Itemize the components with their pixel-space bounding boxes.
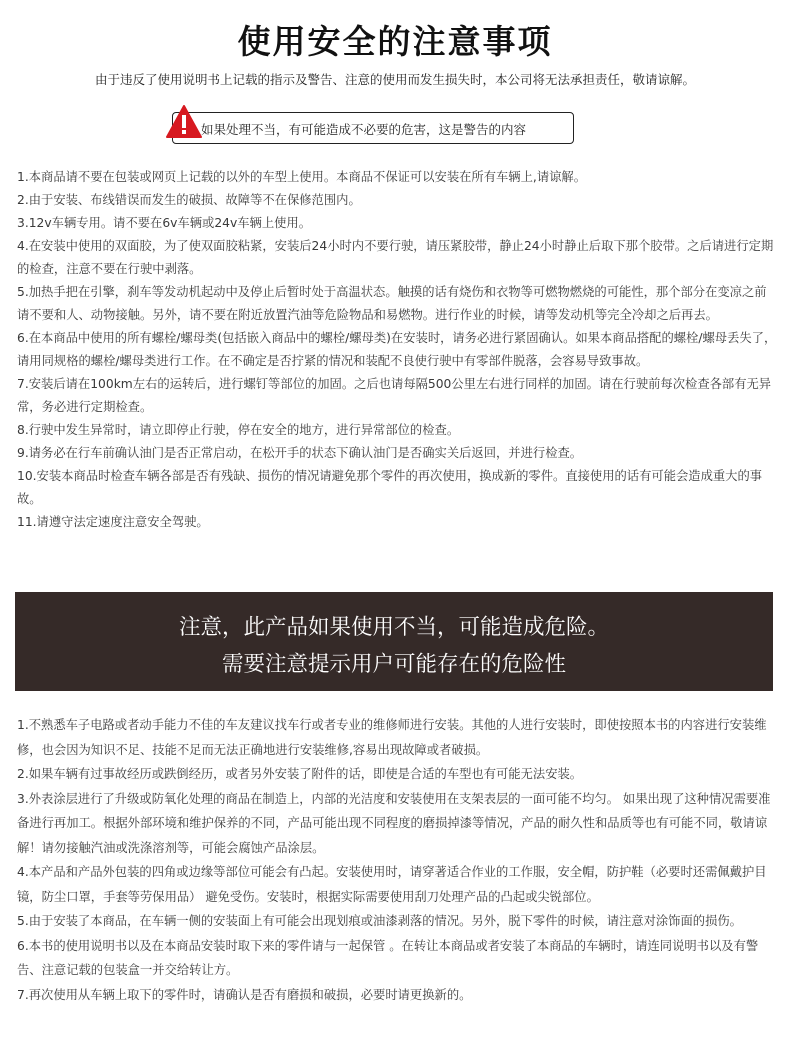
list-item: 10.安装本商品时检查车辆各部是否有残缺、损伤的情况请避免那个零件的再次使用，换成新的零件。直接使用的话有可能会造成重大的事故。 bbox=[17, 469, 763, 506]
list-item: 7.安装后请在100km左右的运转后，进行螺钉等部位的加固。之后也请每隔500公里左右进行同样的加固。请在行驶前每次检查各部有无异常，务必进行定期检查。 bbox=[17, 377, 772, 414]
list-item: 11.请遵守法定速度注意安全驾驶。 bbox=[17, 515, 209, 529]
list-item: 7.再次使用从车辆上取下的零件时，请确认是否有磨损和破损，必要时请更换新的。 bbox=[17, 987, 472, 1002]
list-item: 8.行驶中发生异常时，请立即停止行驶，停在安全的地方，进行异常部位的检查。 bbox=[17, 423, 460, 437]
page-title: 使用安全的注意事项 bbox=[237, 22, 553, 61]
list-item: 5.加热手把在引擎，刹车等发动机起动中及停止后暂时处于高温状态。触摸的话有烧伤和衣物等可燃物燃烧的可能性，那个部分在变凉之前请不要和人、动物接触。另外，请不要在附近放置汽油等危险物品和易燃物。进行作业的时候，请等发动机等完全冷却之后再去。 bbox=[17, 285, 767, 322]
list-item: 1.不熟悉车子电路或者动手能力不佳的车友建议找车行或者专业的维修师进行安装。其他的人进行安装时，即使按照本书的内容进行安装维修，也会因为知识不足、技能不足而无法正确地进行安装维修,容易出现故障或者破损。 bbox=[17, 718, 767, 757]
warning-notice-box bbox=[172, 112, 574, 144]
list-item: 6.本书的使用说明书以及在本商品安装时取下来的零件请与一起保管 。在转让本商品或者安装了本商品的车辆时，请连同说明书以及有警告、注意记载的包装盒一并交给转让方。 bbox=[17, 938, 759, 977]
list-item: 3.12v车辆专用。请不要在6v车辆或24v车辆上使用。 bbox=[17, 216, 312, 230]
list-item: 4.本产品和产品外包装的四角或边缘等部位可能会有凸起。安装使用时，请穿著适合作业的工作服，安全帽，防护鞋（必要时还需佩戴护目镜，防尘口罩，手套等劳保用品） 避免受伤。安装时，根据实际需要使用刮刀处理产品的凸起或尖锐部位。 bbox=[17, 865, 767, 904]
caution-banner-line1: 注意，此产品如果使用不当，可能造成危险。 bbox=[178, 615, 609, 640]
list-item: 1.本商品请不要在包装或网页上记载的以外的车型上使用。本商品不保证可以安装在所有车辆上,请谅解。 bbox=[17, 170, 587, 184]
disclaimer-subtitle: 由于违反了使用说明书上记载的指示及警告、注意的使用而发生损失时，本公司将无法承担责任，敬请谅解。 bbox=[94, 72, 695, 87]
list-item: 2.由于安装、布线错误而发生的破损、故障等不在保修范围内。 bbox=[17, 193, 361, 207]
safety-list-secondary bbox=[17, 713, 777, 1007]
caution-banner bbox=[15, 592, 773, 691]
warning-notice-text: 如果处理不当，有可能造成不必要的危害，这是警告的内容 bbox=[201, 122, 527, 137]
list-item: 4.在安装中使用的双面胶，为了使双面胶粘紧，安装后24小时内不要行驶，请压紧胶带，静止24小时静止后取下那个胶带。之后请进行定期的检查，注意不要在行驶中剥落。 bbox=[17, 239, 774, 276]
list-item: 3.外表涂层进行了升级或防氧化处理的商品在制造上，内部的光洁度和安装使用在支架表层的一面可能不均匀。 如果出现了这种情况需要准备进行再加工。根据外部环境和维护保养的不同，产品可能出现不同程度的磨损掉漆等情况，产品的耐久性和品质等也有可能不同，敬请谅解！请勿接触汽油或洗涤溶剂等，可能会腐蚀产品涂层。 bbox=[17, 791, 771, 855]
warning-triangle-icon bbox=[165, 104, 203, 140]
list-item: 2.如果车辆有过事故经历或跌倒经历，或者另外安装了附件的话，即使是合适的车型也有可能无法安装。 bbox=[17, 767, 583, 781]
safety-list-primary bbox=[17, 166, 777, 534]
list-item: 6.在本商品中使用的所有螺栓/螺母类(包括嵌入商品中的螺栓/螺母类)在安装时，请务必进行紧固确认。如果本商品搭配的螺栓/螺母丢失了，请用同规格的螺栓/螺母类进行工作。在不确定是否拧紧的情况和装配不良使行驶中有零部件脱落，会容易导致事故。 bbox=[17, 331, 777, 368]
caution-banner-line2: 需要注意提示用户可能存在的危险性 bbox=[221, 652, 566, 677]
list-item: 5.由于安装了本商品，在车辆一侧的安装面上有可能会出现划痕或油漆剥落的情况。另外，脱下零件的时候，请注意对涂饰面的损伤。 bbox=[17, 914, 742, 928]
list-item: 9.请务必在行车前确认油门是否正常启动，在松开手的状态下确认油门是否确实关后返回，并进行检查。 bbox=[17, 446, 583, 460]
